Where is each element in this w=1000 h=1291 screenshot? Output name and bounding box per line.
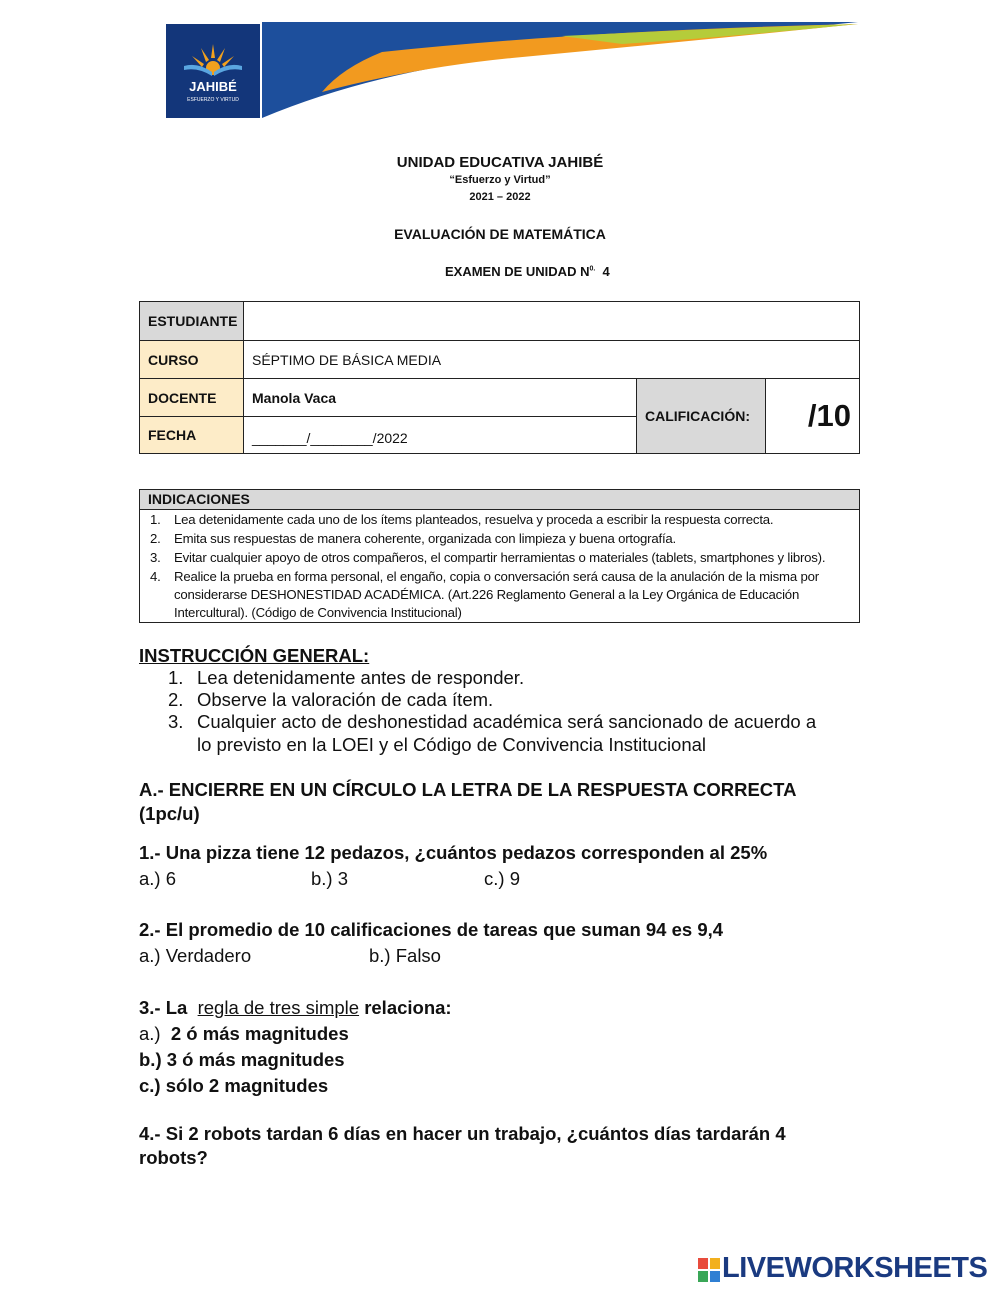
school-motto: “Esfuerzo y Virtud” [449, 174, 551, 186]
instructions-title: INDICACIONES [140, 490, 859, 510]
question-3-option-b[interactable]: b.) 3 ó más magnitudes [139, 1049, 345, 1070]
exam-title: EXAMEN DE UNIDAD $N^{0.}$ 4 [445, 264, 610, 279]
question-3-text: 3.- La regla de tres simple relaciona: [139, 997, 452, 1018]
logo-emblem-icon [166, 24, 260, 118]
instruction-item: 3. Evitar cualquier apoyo de otros compañeros, el compartir herramientas o materiales (tablets, smartphones y libros). [150, 550, 826, 565]
question-2-text: 2.- El promedio de 10 calificaciones de tareas que suman 94 es 9,4 [139, 919, 724, 940]
question-2-option-a[interactable]: a.) Verdadero [139, 945, 252, 966]
general-instruction-continuation: lo previsto en la LOEI y el Código de Convivencia Institucional [197, 734, 707, 755]
grade-label: CALIFICACIÓN: [637, 379, 766, 453]
instruction-item: 1. Lea detenidamente cada uno de los ítems planteados, resuelva y proceda a escribir la respuesta correcta. [150, 512, 774, 527]
question-1-text: 1.- Una pizza tiene 12 pedazos, ¿cuántos pedazos corresponden al 25% [139, 842, 768, 863]
student-label: ESTUDIANTE [140, 302, 244, 341]
date-field[interactable]: _______/________/2022 [244, 417, 637, 453]
question-1-option-a[interactable]: a.) 6 [139, 868, 177, 889]
school-name: UNIDAD EDUCATIVA JAHIBÉ [396, 154, 604, 171]
question-1-option-c[interactable]: c.) 9 [484, 868, 520, 889]
general-instruction-item: 1. Lea detenidamente antes de responder. [168, 667, 525, 688]
instruction-item-continuation: Intercultural). (Código de Convivencia Institucional) [174, 605, 462, 620]
general-instruction-item: 3. Cualquier acto de deshonestidad académica será sancionado de acuerdo a [168, 711, 817, 732]
liveworksheets-logo-icon [698, 1258, 720, 1282]
date-label: FECHA [140, 417, 244, 453]
question-3-option-c[interactable]: c.) sólo 2 magnitudes [139, 1075, 329, 1096]
evaluation-title: EVALUACIÓN DE MATEMÁTICA [394, 226, 606, 242]
student-field[interactable] [244, 302, 859, 341]
school-logo [166, 24, 260, 118]
grade-value: /10 [807, 398, 851, 433]
instruction-item: 4. Realice la prueba en forma personal, el engaño, copia o conversación será causa de la anulación de la misma por [150, 569, 819, 584]
question-4-text-continuation: robots? [139, 1147, 208, 1168]
instructions-box [139, 489, 860, 623]
svg-text:JAHIBÉ: JAHIBÉ [189, 79, 237, 94]
instruction-item: 2. Emita sus respuestas de manera coherente, organizada con limpieza y buena ortografía. [150, 531, 677, 546]
question-4-text: 4.- Si 2 robots tardan 6 días en hacer un trabajo, ¿cuántos días tardarán 4 [139, 1123, 786, 1144]
school-year: 2021 – 2022 [469, 191, 531, 203]
liveworksheets-brand[interactable]: LIVEWORKSHEETS [722, 1252, 988, 1284]
question-1-option-b[interactable]: b.) 3 [311, 868, 349, 889]
question-2-option-b[interactable]: b.) Falso [369, 945, 441, 966]
general-instruction-title: INSTRUCCIÓN GENERAL: [139, 645, 370, 666]
student-info-table [139, 301, 860, 454]
header-banner [262, 22, 862, 122]
course-value: SÉPTIMO DE BÁSICA MEDIA [244, 341, 859, 379]
section-a-points: (1pc/u) [139, 803, 200, 824]
instruction-item-continuation: considerarse DESHONESTIDAD ACADÉMICA. (Art.226 Reglamento General a la Ley Orgánica de Educación [174, 587, 800, 602]
svg-text:ESFUERZO Y VIRTUD: ESFUERZO Y VIRTUD [187, 97, 239, 103]
general-instruction-item: 2. Observe la valoración de cada ítem. [168, 689, 494, 710]
teacher-value: Manola Vaca [244, 379, 637, 417]
teacher-label: DOCENTE [140, 379, 244, 417]
question-3-option-a[interactable]: a.) 2 ó más magnitudes [139, 1023, 349, 1044]
course-label: CURSO [140, 341, 244, 379]
section-a-title: A.- ENCIERRE EN UN CÍRCULO LA LETRA DE LA RESPUESTA CORRECTA [139, 779, 797, 800]
